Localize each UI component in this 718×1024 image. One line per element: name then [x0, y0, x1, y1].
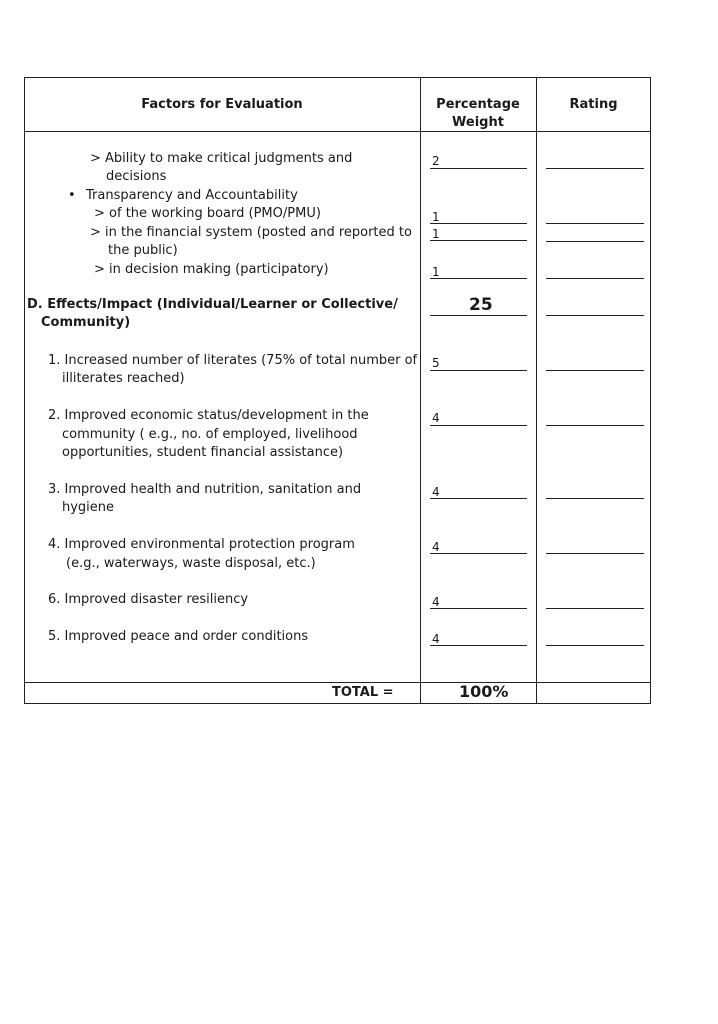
rating-line-critical	[546, 168, 644, 169]
item-critical-judgments-cont: decisions	[106, 169, 167, 184]
weight-line-item-6	[430, 608, 527, 609]
item-1-literates-cont: illiterates reached)	[62, 371, 185, 386]
weight-line-item-5	[430, 645, 527, 646]
item-2-economic-cont2: opportunities, student financial assistance)	[62, 445, 344, 460]
column-divider-weight	[420, 77, 421, 704]
weight-item-2: 4	[432, 411, 440, 425]
weight-item-1: 5	[432, 356, 440, 370]
item-6-disaster: 6. Improved disaster resiliency	[48, 592, 249, 607]
rating-line-board	[546, 223, 644, 224]
weight-item-3: 4	[432, 485, 440, 499]
weight-item-6: 4	[432, 595, 440, 609]
weight-line-board	[430, 223, 527, 224]
weight-line-decision	[430, 278, 527, 279]
header-factors: Factors for Evaluation	[141, 97, 303, 112]
item-financial-system: > in the financial system (posted and reported to	[90, 225, 412, 240]
header-weight-line1: Percentage	[436, 97, 520, 112]
rating-line-item-6	[546, 608, 644, 609]
total-divider	[24, 682, 651, 683]
header-divider	[24, 131, 651, 132]
rating-line-item-3	[546, 498, 644, 499]
header-rating: Rating	[569, 97, 618, 112]
item-financial-system-cont: the public)	[108, 243, 178, 258]
item-decision-making: > in decision making (participatory)	[94, 262, 329, 277]
rating-line-decision	[546, 278, 644, 279]
weight-critical: 2	[432, 154, 440, 168]
weight-line-section-d	[430, 315, 527, 316]
item-2-economic: 2. Improved economic status/development in the	[48, 408, 369, 423]
column-divider-rating	[536, 77, 537, 704]
weight-section-d: 25	[469, 295, 493, 315]
item-1-literates: 1. Increased number of literates (75% of total number of	[48, 353, 418, 368]
item-transparency: Transparency and Accountability	[86, 188, 298, 203]
item-working-board: > of the working board (PMO/PMU)	[94, 206, 321, 221]
rating-line-item-2	[546, 425, 644, 426]
item-5-peace: 5. Improved peace and order conditions	[48, 629, 309, 644]
item-4-environment-cont: (e.g., waterways, waste disposal, etc.)	[66, 556, 316, 571]
section-d-title-cont: Community)	[41, 315, 131, 330]
weight-financial: 1	[432, 227, 440, 241]
weight-line-item-2	[430, 425, 527, 426]
weight-line-item-4	[430, 553, 527, 554]
total-value: 100%	[459, 682, 509, 701]
weight-item-4: 4	[432, 540, 440, 554]
bullet-icon: •	[68, 188, 76, 203]
item-3-health: 3. Improved health and nutrition, sanitation and	[48, 482, 362, 497]
rating-line-item-5	[546, 645, 644, 646]
weight-line-financial	[430, 240, 527, 241]
weight-decision: 1	[432, 265, 440, 279]
rating-line-item-1	[546, 370, 644, 371]
weight-line-item-1	[430, 370, 527, 371]
rating-line-item-4	[546, 553, 644, 554]
weight-item-5: 4	[432, 632, 440, 646]
weight-board: 1	[432, 210, 440, 224]
item-4-environment: 4. Improved environmental protection program	[48, 537, 355, 552]
rating-line-section-d	[546, 315, 644, 316]
item-2-economic-cont: community ( e.g., no. of employed, livelihood	[62, 427, 358, 442]
item-3-health-cont: hygiene	[62, 500, 115, 515]
total-label: TOTAL =	[332, 685, 394, 700]
rating-line-financial	[546, 241, 644, 242]
section-d-title: D. Effects/Impact (Individual/Learner or Collective/	[27, 297, 398, 312]
weight-line-critical	[430, 168, 527, 169]
item-critical-judgments: > Ability to make critical judgments and	[90, 151, 353, 166]
weight-line-item-3	[430, 498, 527, 499]
header-weight-line2: Weight	[452, 115, 504, 130]
